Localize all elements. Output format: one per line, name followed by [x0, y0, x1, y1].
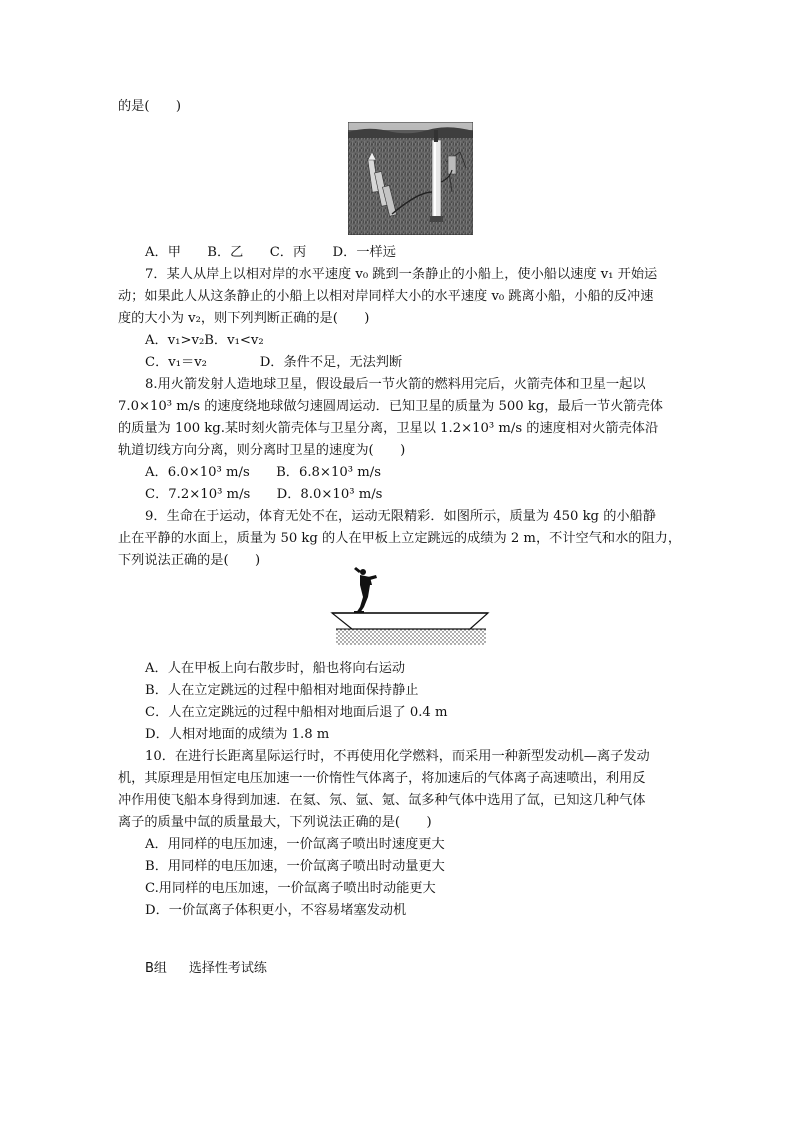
q9-option-b: B．人在立定跳远的过程中船相对地面保持静止 — [145, 683, 419, 698]
section-group-label: B组 — [145, 961, 167, 976]
q9-line-3: 下列说法正确的是( ) — [118, 553, 261, 568]
q8-line-3: 的质量为 100 kg.某时刻火箭壳体与卫星分离，卫星以 1.2×10³ m/s 的速度相对火箭壳体沿 — [118, 421, 659, 436]
q10-line-1: 10．在进行长距离星际运行时，不再使用化学燃料，而采用一种新型发动机—离子发动 — [145, 749, 650, 764]
q7-options-ab: A．v₁>v₂B．v₁<v₂ — [145, 333, 264, 348]
rocket-launch-photo — [348, 122, 473, 235]
boat-jumper-diagram — [330, 563, 490, 647]
q10-option-a: A．用同样的电压加速，一价氙离子喷出时速度更大 — [145, 837, 445, 852]
q8-options-ab: A．6.0×10³ m/s B．6.8×10³ m/s — [145, 465, 381, 480]
q7-line-3: 度的大小为 v₂，则下列判断正确的是( ) — [118, 311, 370, 326]
q10-line-4: 离子的质量中氙的质量最大，下列说法正确的是( ) — [118, 815, 432, 830]
q10-option-c: C.用同样的电压加速，一价氙离子喷出时动能更大 — [145, 881, 436, 896]
q9-option-c: C．人在立定跳远的过程中船相对地面后退了 0.4 m — [145, 705, 448, 720]
q8-line-1: 8.用火箭发射人造地球卫星，假设最后一节火箭的燃料用完后，火箭壳体和卫星一起以 — [145, 377, 646, 392]
q9-option-a: A．人在甲板上向右散步时，船也将向右运动 — [145, 661, 406, 676]
q7-line-2: 动；如果此人从这条静止的小船上以相对岸同样大小的水平速度 v₀ 跳离小船，小船的反冲速 — [118, 289, 654, 304]
q10-line-3: 冲作用使飞船本身得到加速．在氦、氖、氩、氪、氙多种气体中选用了氙，已知这几种气体 — [118, 793, 646, 808]
q8-line-2: 7.0×10³ m/s 的速度绕地球做匀速圆周运动．已知卫星的质量为 500 kg，最后一节火箭壳体 — [118, 399, 663, 414]
q9-line-1: 9．生命在于运动，体育无处不在，运动无限精彩．如图所示，质量为 450 kg 的小船静 — [145, 509, 656, 524]
q9-line-2: 止在平静的水面上，质量为 50 kg 的人在甲板上立定跳远的成绩为 2 m，不计空气和水的阻力， — [118, 531, 682, 546]
q6-stem-end: 的是( ) — [118, 99, 182, 114]
q10-line-2: 机，其原理是用恒定电压加速一一价惰性气体离子，将加速后的气体离子高速喷出，利用反 — [118, 771, 646, 786]
q7-options-cd: C．v₁＝v₂ D．条件不足，无法判断 — [145, 355, 403, 370]
section-title: 选择性考试练 — [188, 961, 267, 976]
section-heading — [145, 958, 267, 980]
q8-options-cd: C．7.2×10³ m/s D．8.0×10³ m/s — [145, 487, 383, 502]
q8-line-4: 轨道切线方向分离，则分离时卫星的速度为( ) — [118, 443, 406, 458]
q9-option-d: D．人相对地面的成绩为 1.8 m — [145, 727, 330, 742]
q7-line-1: 7．某人从岸上以相对岸的水平速度 v₀ 跳到一条静止的小船上，使小船以速度 v₁ 开始运 — [145, 267, 658, 282]
q6-options: A．甲 B．乙 C．丙 D．一样远 — [145, 245, 396, 260]
q10-option-b: B．用同样的电压加速，一价氙离子喷出时动量更大 — [145, 859, 445, 874]
q10-option-d: D．一价氙离子体积更小，不容易堵塞发动机 — [145, 903, 407, 918]
